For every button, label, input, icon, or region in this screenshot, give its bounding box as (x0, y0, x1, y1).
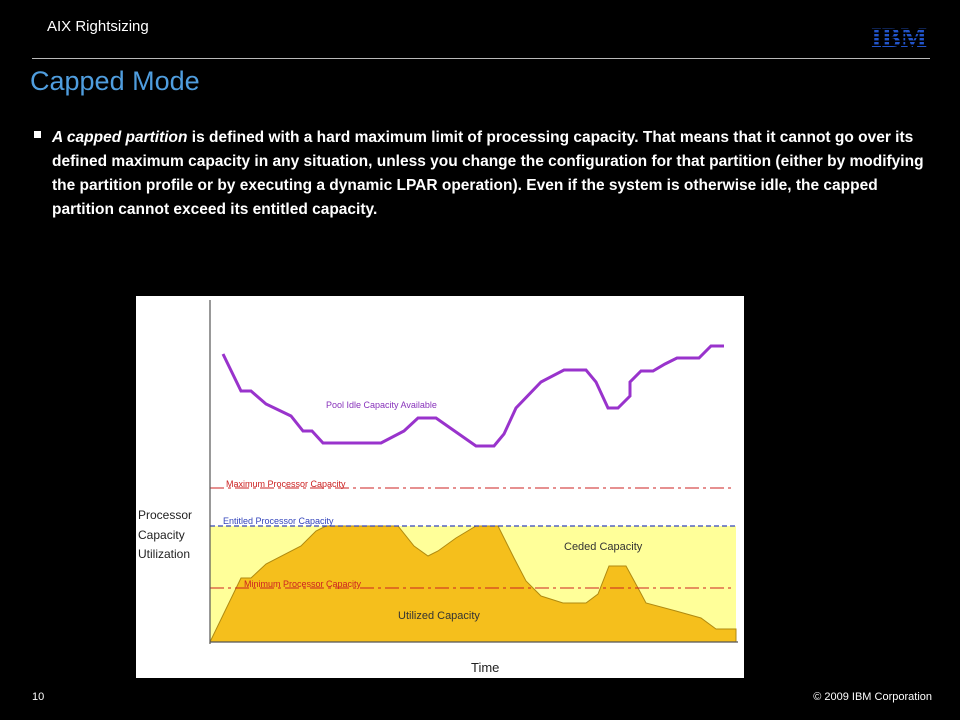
bullet-emphasis: A capped partition (52, 129, 188, 146)
diagram-svg (136, 296, 744, 678)
pool-idle-line (223, 346, 724, 446)
y-axis-label-line-2: Capacity (138, 528, 185, 542)
header-title: AIX Rightsizing (47, 18, 149, 35)
utilized-capacity-label: Utilized Capacity (398, 610, 480, 622)
bullet-body: is defined with a hard maximum limit of processing capacity. That means that it cannot go over its defined maximum capacity in any situation, unless you change the configuration for that partition (either by modifying the partition profile or by executing a dynamic LPAR operation). Even if the system is otherwise idle, the capped partition cannot exceed its entitled capacity. (52, 129, 924, 218)
y-axis-label-line-1: Processor (138, 508, 193, 522)
header-divider (32, 58, 930, 59)
x-axis-label: Time (471, 660, 500, 675)
pool-idle-label: Pool Idle Capacity Available (326, 400, 437, 410)
entitled-capacity-label: Entitled Processor Capacity (223, 516, 334, 526)
ibm-logo (866, 22, 932, 50)
slide-title: Capped Mode (30, 66, 200, 96)
bullet-text (52, 126, 930, 222)
y-axis-label-line-3: Utilization (138, 547, 191, 561)
footer-page-number: 10 (32, 691, 45, 703)
footer-copyright: © 2009 IBM Corporation (813, 691, 932, 703)
bullet-point (34, 126, 930, 222)
ceded-capacity-label: Ceded Capacity (564, 541, 643, 553)
minimum-capacity-label: Minimum Processor Capacity (244, 579, 362, 589)
capped-mode-diagram (136, 296, 744, 678)
maximum-capacity-label: Maximum Processor Capacity (226, 479, 346, 489)
bullet-square-icon (34, 131, 41, 138)
